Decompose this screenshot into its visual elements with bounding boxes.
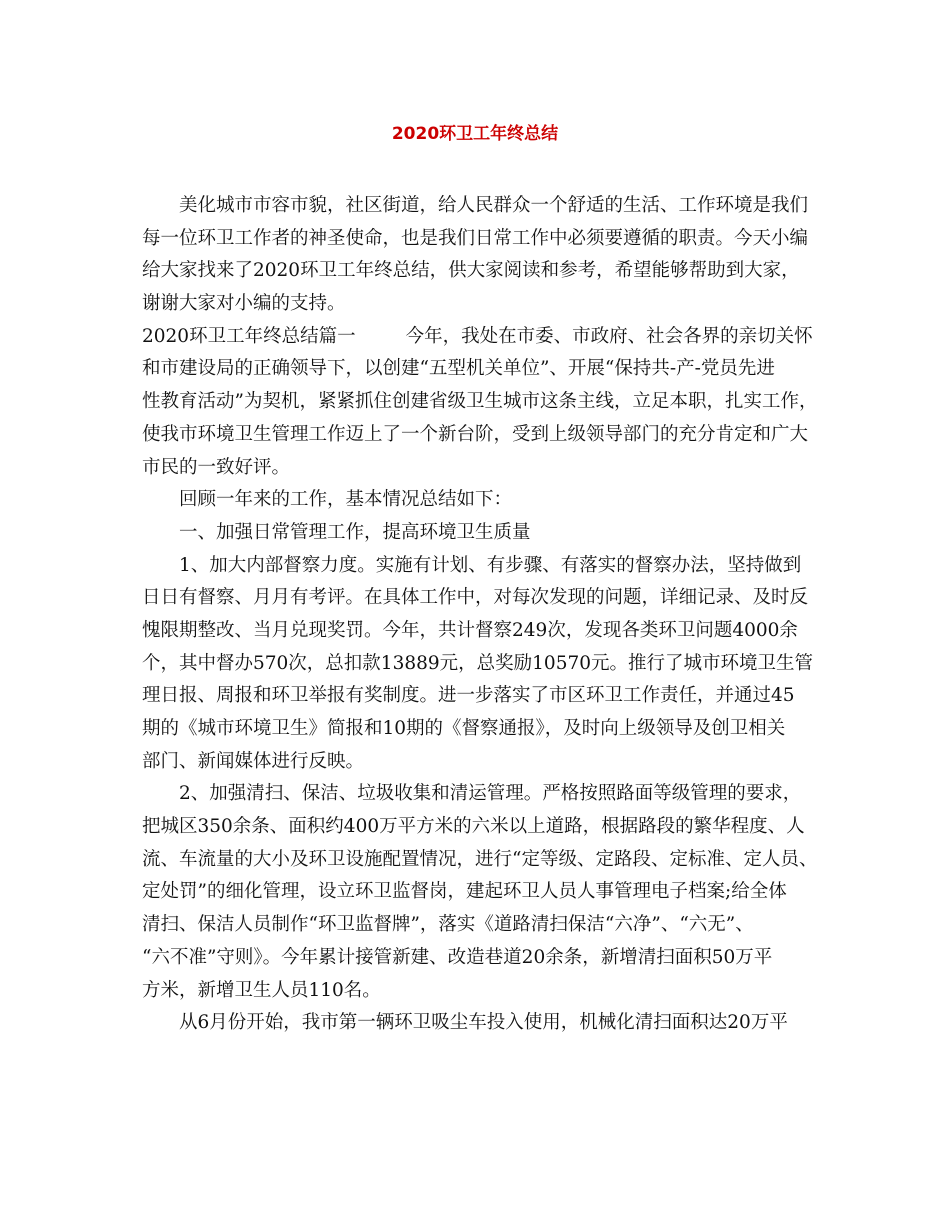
section-heading-line xyxy=(142,321,826,354)
paragraph-line: 个，其中督办570次，总扣款13889元，总奖励10570元。推行了城市环境卫生管 xyxy=(142,652,814,674)
paragraph-text: 今年，我处在市委、市政府、社会各界的亲切关怀 xyxy=(405,325,813,347)
paragraph-line: 使我市环境卫生管理工作迈上了一个新台阶，受到上级领导部门的充分肯定和广大 xyxy=(142,423,809,445)
paragraph-line: 回顾一年来的工作，基本情况总结如下： xyxy=(179,489,513,511)
paragraph-line: 期的《城市环境卫生》简报和10期的《督察通报》，及时向上级领导及创卫相关 xyxy=(142,718,786,739)
paragraph-line: 性教育活动”为契机，紧紧抓住创建省级卫生城市这条主线，立足本职，扎实工作， xyxy=(142,391,818,413)
paragraph-line: 定处罚”的细化管理，设立环卫监督岗，建起环卫人员人事管理电子档案;给全体 xyxy=(142,881,787,903)
paragraph-line: 把城区350余条、面积约400万平方米的六米以上道路，根据路段的繁华程度、人 xyxy=(142,816,805,838)
paragraph-line: “六不准”守则》。今年累计接管新建、改造巷道20余条，新增清扫面积50万平 xyxy=(142,946,773,968)
paragraph-line: 每一位环卫工作者的神圣使命，也是我们日常工作中必须要遵循的职责。今天小编 xyxy=(142,227,809,249)
paragraph-line: 和市建设局的正确领导下，以创建“五型机关单位”、开展“保持共-产-党员先进 xyxy=(142,358,775,380)
paragraph-line: 流、车流量的大小及环卫设施配置情况，进行“定等级、定路段、定标准、定人员、 xyxy=(142,848,818,870)
section-heading: 2020环卫工年终总结篇一 xyxy=(142,325,356,347)
paragraph-line: 1、加大内部督察力度。实施有计划、有步骤、有落实的督察办法，坚持做到 xyxy=(179,554,802,576)
paragraph-line: 美化城市市容市貌，社区街道，给人民群众一个舒适的生活、工作环境是我们 xyxy=(179,195,809,216)
paragraph-line: 给大家找来了2020环卫工年终总结，供大家阅读和参考，希望能够帮助到大家， xyxy=(142,260,800,282)
document-body xyxy=(142,190,826,1040)
paragraph-line: 谢谢大家对小编的支持。 xyxy=(142,293,346,315)
paragraph-line: 日日有督察、月月有考评。在具体工作中，对每次发现的问题，详细记录、及时反 xyxy=(142,587,809,609)
paragraph-line: 愧限期整改、当月兑现奖罚。今年，共计督察249次，发现各类环卫问题4000余 xyxy=(142,619,798,641)
paragraph-line: 理日报、周报和环卫举报有奖制度。进一步落实了市区环卫工作责任，并通过45 xyxy=(142,685,795,707)
paragraph-line: 清扫、保洁人员制作“环卫监督牌”，落实《道路清扫保洁“六净”、“六无”、 xyxy=(142,914,754,936)
paragraph-line: 方米，新增卫生人员110名。 xyxy=(142,979,381,1001)
paragraph-line: 部门、新闻媒体进行反映。 xyxy=(142,750,365,772)
subheading-line: 一、加强日常管理工作，提高环境卫生质量 xyxy=(179,521,531,543)
paragraph-line: 从6月份开始，我市第一辆环卫吸尘车投入使用，机械化清扫面积达20万平 xyxy=(179,1012,788,1034)
paragraph-line: 2、加强清扫、保洁、垃圾收集和清运管理。严格按照路面等级管理的要求， xyxy=(179,783,802,805)
document-title: 2020环卫工年终总结 xyxy=(391,124,559,144)
paragraph-line: 市民的一致好评。 xyxy=(142,456,291,478)
